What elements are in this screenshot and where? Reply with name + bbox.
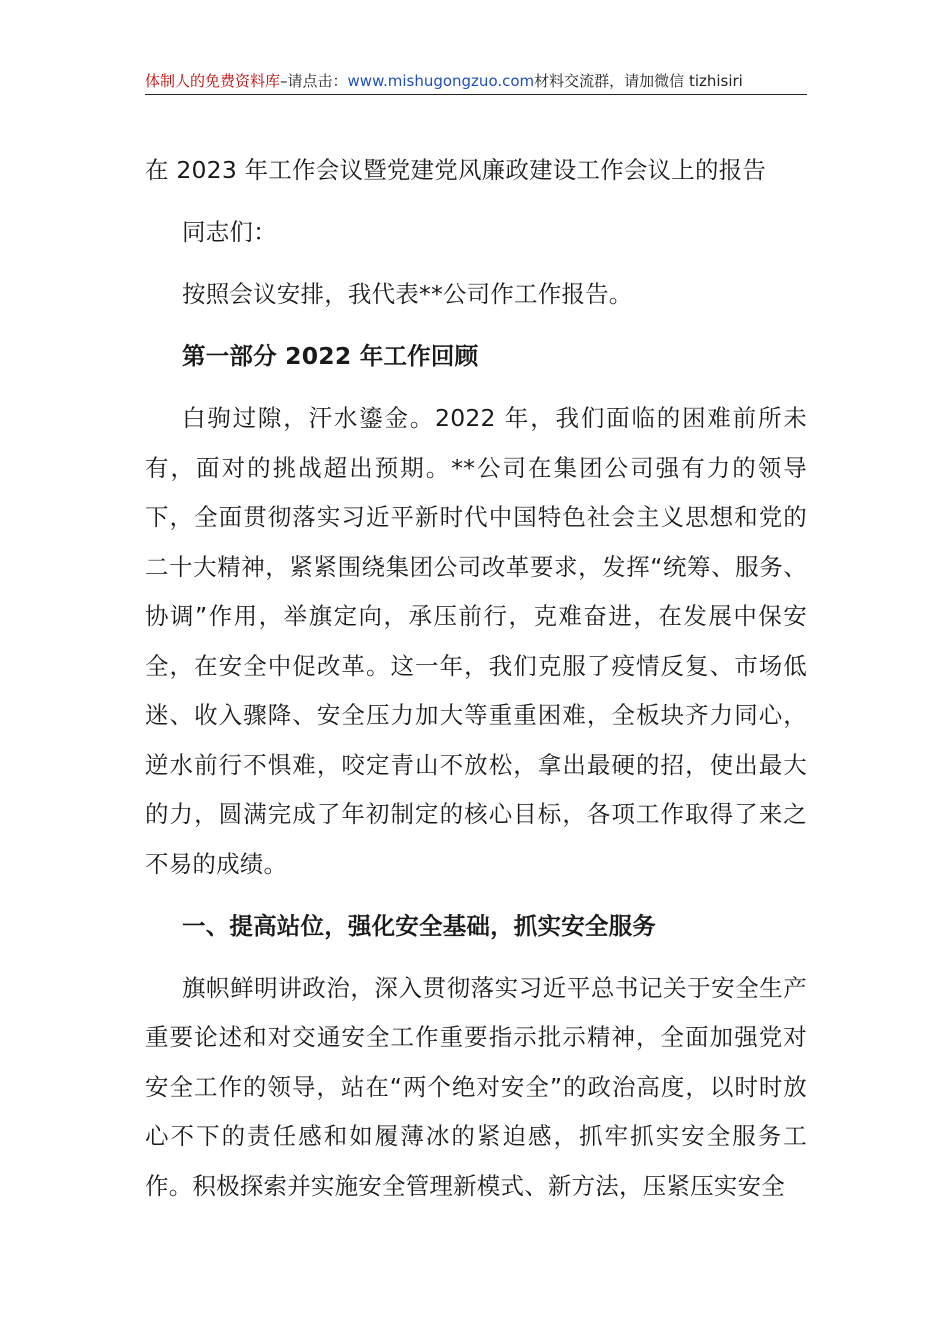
header-contact: 材料交流群，请加微信 tizhisiri [534, 72, 743, 90]
doc-salutation: 同志们： [182, 218, 277, 246]
page-header [145, 68, 807, 95]
section1-heading: 一、提高站位，强化安全基础，抓实安全服务 [182, 911, 656, 940]
doc-title: 在 2023 年工作会议暨党建党风廉政建设工作会议上的报告 [145, 156, 767, 184]
section1-body: 旗帜鲜明讲政治，深入贯彻落实习近平总书记关于安全生产重要论述和对交通安全工作重要指示批示精神，全面加强党对安全工作的领导，站在“两个绝对安全”的政治高度，以时时放心不下的责任感和如履薄冰的紧迫感，抓牢抓实安全服务工作。积极探索并实施安全管理新模式、新方法，压紧压实安全 [145, 973, 807, 1200]
header-brand: 体制人的免费资料库 [145, 72, 281, 90]
doc-intro: 按照会议安排，我代表**公司作工作报告。 [182, 280, 633, 308]
header-prompt: –请点击： [280, 72, 348, 90]
document-body [145, 146, 807, 1224]
part1-heading: 第一部分 2022 年工作回顾 [182, 342, 479, 370]
header-url-link[interactable]: www.mishugongzuo.com [347, 72, 535, 90]
part1-body: 白驹过隙，汗水鎏金。2022 年，我们面临的困难前所未有，面对的挑战超出预期。**公司在集团公司强有力的领导下，全面贯彻落实习近平新时代中国特色社会主义思想和党的二十大精神，紧紧围绕集团公司改革要求，发挥“统筹、服务、协调”作用，举旗定向，承压前行，克难奋进，在发展中保安全，在安全中促改革。这一年，我们克服了疫情反复、市场低迷、收入骤降、安全压力加大等重重困难，全板块齐力同心，逆水前行不惧难，咬定青山不放松，拿出最硬的招，使出最大的力，圆满完成了年初制定的核心目标，各项工作取得了来之不易的成绩。 [145, 404, 807, 878]
